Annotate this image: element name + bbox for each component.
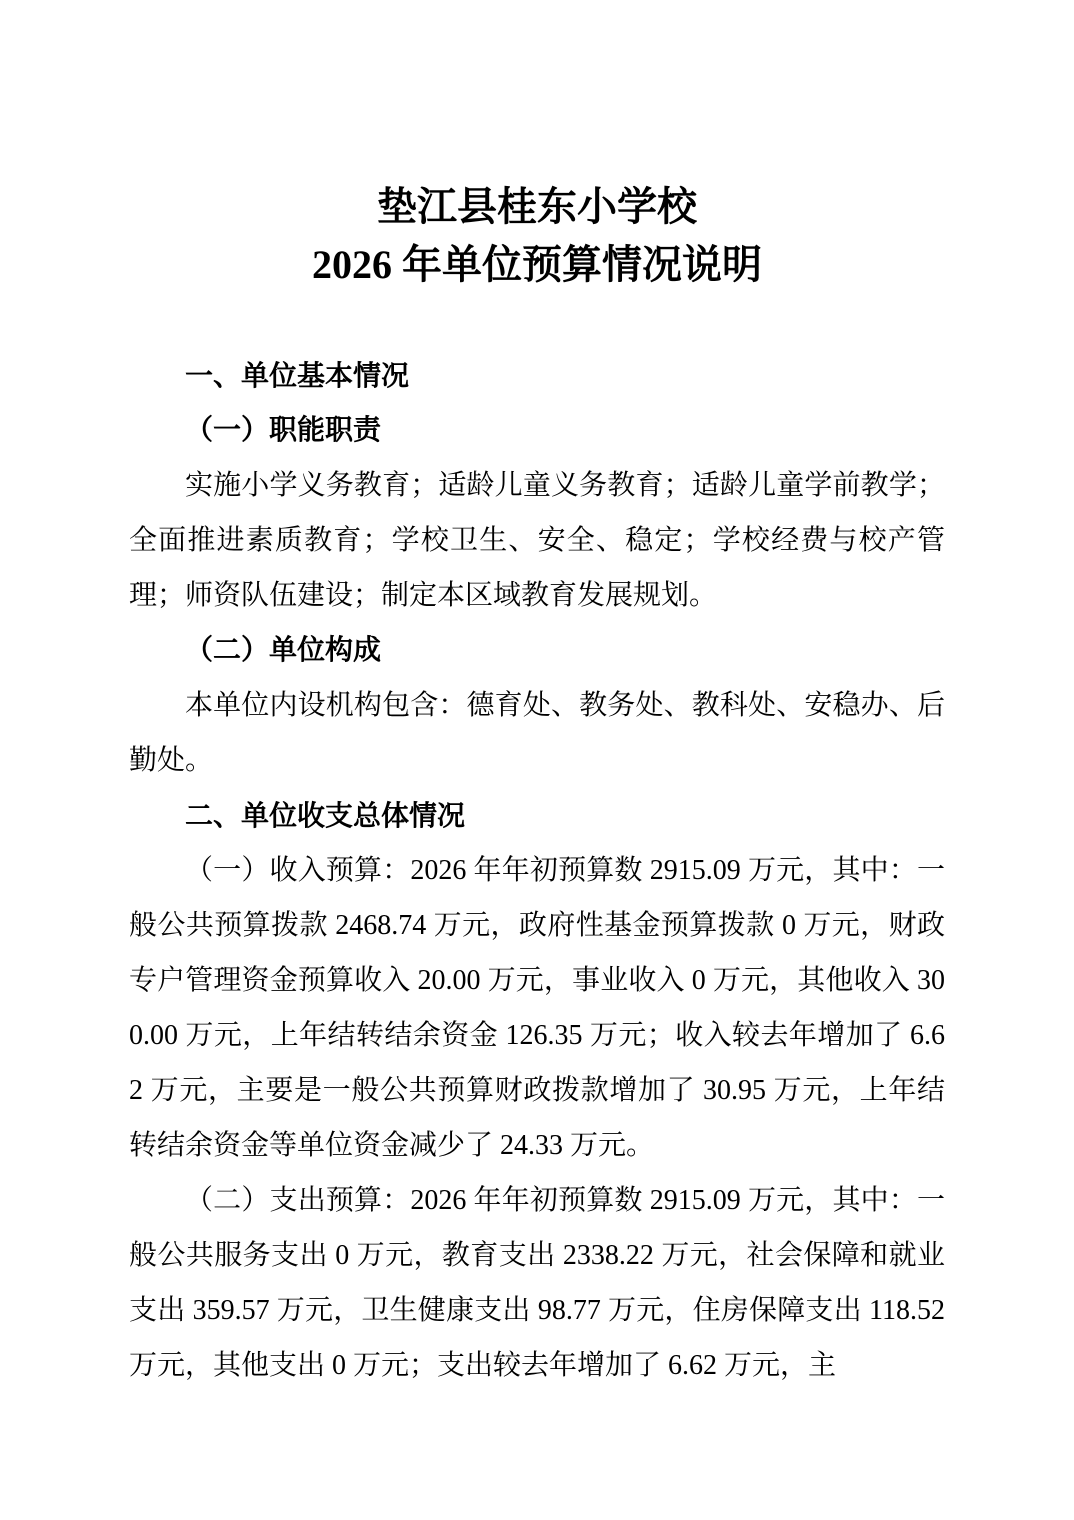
subsection-heading-unit-structure: （二）单位构成 [185, 635, 382, 666]
section-heading-basic-info: 一、单位基本情况 [185, 360, 410, 391]
paragraph-unit-structure: 本单位内设机构包含：德育处、教务处、教科处、安稳办、后勤处。 [129, 690, 945, 776]
title-line-2: 2026 年单位预算情况说明 [312, 242, 762, 287]
subsection-heading-duties: （一）职能职责 [185, 415, 382, 446]
document-title [129, 178, 945, 294]
section-heading-budget-overview: 二、单位收支总体情况 [185, 800, 466, 831]
title-line-1: 垫江县桂东小学校 [377, 184, 697, 229]
document-body [129, 348, 945, 1393]
paragraph-expenditure-budget: （二）支出预算：2026 年年初预算数 2915.09 万元，其中：一般公共服务支出 0 万元，教育支出 2338.22 万元，社会保障和就业支出 359.57 万元，卫生健康支出 98.77 万元，住房保障支出 118.52 万元，其他支出 0 万元；支出较去年增加了 6.62 万元，主 [129, 1185, 945, 1381]
paragraph-income-budget: （一）收入预算：2026 年年初预算数 2915.09 万元，其中：一般公共预算拨款 2468.74 万元，政府性基金预算拨款 0 万元，财政专户管理资金预算收入 20.00 万元，事业收入 0 万元，其他收入 300.00 万元，上年结转结余资金 126.35 万元；收入较去年增加了 6.62 万元，主要是一般公共预算财政拨款增加了 30.95 万元，上年结转结余资金等单位资金减少了 24.33 万元。 [129, 855, 945, 1161]
paragraph-duties: 实施小学义务教育；适龄儿童义务教育；适龄儿童学前教学；全面推进素质教育；学校卫生、安全、稳定；学校经费与校产管理；师资队伍建设；制定本区域教育发展规划。 [129, 470, 945, 611]
